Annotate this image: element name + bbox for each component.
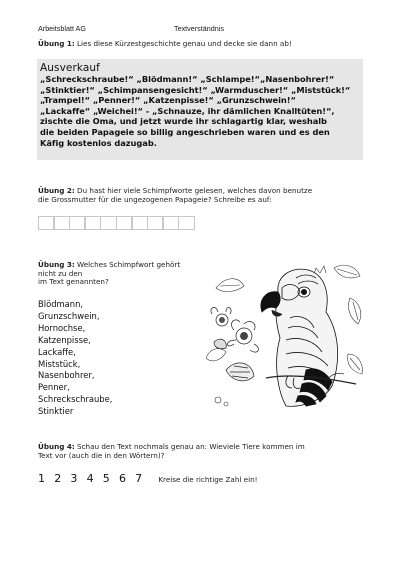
- word-item[interactable]: Miststück,: [38, 358, 81, 369]
- exercise-4-label: Übung 4:: [38, 442, 75, 451]
- answer-cell[interactable]: [178, 216, 194, 230]
- number-choice[interactable]: 3: [70, 472, 78, 485]
- word-item[interactable]: Lackaffe,: [38, 346, 76, 357]
- worksheet-header: [38, 24, 368, 33]
- answer-cell[interactable]: [100, 216, 116, 230]
- story-text: [40, 74, 360, 148]
- word-item[interactable]: Katzenpisse,: [38, 334, 91, 345]
- story-line: Käfig kostenlos dazugab.: [40, 137, 157, 148]
- exercise-4-text-line-2: Text vor (auch die in den Wörtern)?: [38, 451, 165, 460]
- story-box: [37, 59, 363, 160]
- answer-cell[interactable]: [147, 216, 163, 230]
- answer-cell[interactable]: [69, 216, 85, 230]
- number-choice[interactable]: 7: [135, 472, 143, 485]
- story-line: „Stinktier!“ „Schimpansengesicht!“ „Warmduscher!“ „Miststück!“: [40, 84, 351, 95]
- answer-cell[interactable]: [116, 216, 132, 230]
- number-choice[interactable]: 6: [118, 472, 126, 485]
- worksheet-label: Arbeitsblatt AG: [38, 24, 86, 33]
- parrot-illustration: [206, 258, 364, 410]
- word-item[interactable]: Grunzschwein,: [38, 310, 100, 321]
- answer-cell[interactable]: [132, 216, 148, 230]
- answer-cell[interactable]: [163, 216, 179, 230]
- exercise-1-heading: [38, 39, 292, 48]
- exercise-2-label: Übung 2:: [38, 186, 75, 195]
- exercise-3-text-line-3: im Text genannten?: [38, 277, 109, 287]
- answer-cell[interactable]: [38, 216, 54, 230]
- story-line: die beiden Papageie so billig angeschrieben waren und es den: [40, 126, 330, 137]
- exercise-3-heading: [38, 261, 208, 287]
- story-line: „Lackaffe“ „Weichei!“ - „Schnauze, ihr dämlichen Knalltüten!“,: [40, 105, 335, 116]
- word-item[interactable]: Stinktier: [38, 406, 74, 417]
- word-list: [38, 299, 112, 418]
- answer-grid[interactable]: [38, 216, 194, 230]
- number-choice[interactable]: 1: [38, 472, 45, 485]
- number-choice[interactable]: 5: [102, 472, 110, 485]
- story-line: zischte die Oma, und jetzt wurde ihr schlagartig klar, weshalb: [40, 116, 327, 127]
- exercise-3-text-line-1: Welches Schimpfwort gehört: [74, 260, 181, 269]
- worksheet-subject: Textverständnis: [174, 24, 224, 33]
- instruction-text: Kreise die richtige Zahl ein!: [158, 475, 258, 484]
- exercise-2-text-line-2: die Grossmutter für die ungezogenen Papageie? Schreibe es auf:: [38, 195, 272, 204]
- answer-cell[interactable]: [54, 216, 70, 230]
- exercise-1-text: Lies diese Kürzestgeschichte genau und decke sie dann ab!: [74, 39, 292, 48]
- exercise-2-heading: [38, 186, 312, 204]
- word-item[interactable]: Hornochse,: [38, 322, 86, 333]
- exercise-3-text-line-2: nicht zu den: [38, 268, 83, 278]
- word-item[interactable]: Penner,: [38, 382, 70, 393]
- story-title: Ausverkauf: [40, 62, 100, 74]
- number-choice[interactable]: 4: [86, 472, 94, 485]
- exercise-4-heading: [38, 442, 305, 460]
- exercise-4-text-line-1: Schau den Text nochmals genau an: Wieviele Tiere kommen im: [74, 442, 305, 451]
- answer-cell[interactable]: [85, 216, 101, 230]
- word-item[interactable]: Blödmann,: [38, 299, 84, 309]
- number-choice[interactable]: 2: [54, 472, 62, 485]
- story-line: „Schreckschraube!“ „Blödmann!“ „Schlampe!“„Nasenbohrer!“: [40, 74, 335, 84]
- word-item[interactable]: Nasenbohrer,: [38, 370, 95, 381]
- exercise-2-text-line-1: Du hast hier viele Schimpfworte gelesen, welches davon benutze: [74, 186, 313, 195]
- number-choices: [38, 472, 258, 485]
- exercise-1-label: Übung 1:: [38, 39, 75, 48]
- word-item[interactable]: Schreckschraube,: [38, 394, 113, 405]
- exercise-3-label: Übung 3:: [38, 260, 75, 269]
- story-line: „Trampel!“ „Penner!“ „Katzenpisse!“ „Grunzschwein!“: [40, 95, 296, 106]
